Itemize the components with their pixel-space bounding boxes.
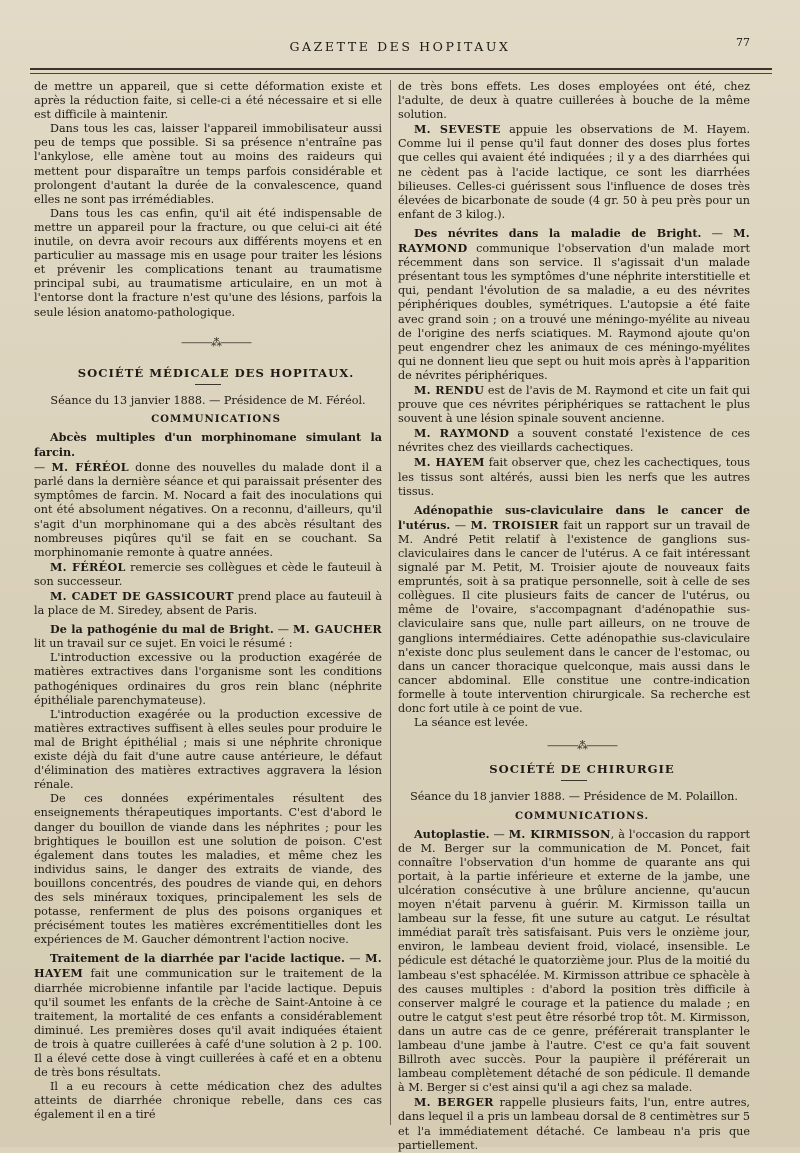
right-column xyxy=(398,80,750,1153)
paragraph: de mettre un appareil, que si cette déformation existe et après la réduction faite, si celle-ci a été nécessaire et si elle est difficile à maintenir. xyxy=(34,80,382,122)
publication-title: GAZETTE DES HOPITAUX xyxy=(289,39,511,54)
header-rule-thin xyxy=(30,73,772,74)
section-ornament: ———⁂——— xyxy=(547,739,617,753)
speaker: M. CADET DE GASSICOURT xyxy=(50,589,234,603)
paragraph: M. CADET DE GASSICOURT prend place au fauteuil à la place de M. Siredey, absent de Paris. xyxy=(34,589,382,618)
paragraph: L'introduction exagérée ou la production excessive de matières extractives suffisent à elles seules pour produire le mal de Bright épithélial ; mais si une néphrite chronique existe déjà du fait d'une autre cause antérieure, le défaut d'élimination des matières extractives aggravera la lésion rénale. xyxy=(34,707,382,792)
topic-title: Traitement de la diarrhée par l'acide lactique. xyxy=(50,951,345,966)
speaker: M. KIRMISSON xyxy=(508,826,611,841)
topic-title: Abcès multiples d'un morphinomane simulant la farcin. xyxy=(34,429,382,460)
page-number: 77 xyxy=(736,36,750,49)
speaker: M. FÉRÉOL xyxy=(51,460,129,475)
topic-title: Adénopathie sus-claviculaire dans le cancer de l'utérus. xyxy=(398,502,750,532)
page-header xyxy=(30,36,770,62)
paragraph: M. HAYEM fait observer que, chez les cachectiques, tous les tissus sont altérés, aussi bien les nerfs que les autres tissus. xyxy=(398,455,750,498)
paragraph: Il a eu recours à cette médication chez des adultes atteints de diarrhée chronique rebelle, dans ces cas également il en a tiré xyxy=(34,1080,382,1122)
session-line: Séance du 13 janvier 1888. — Présidence de M. Féréol. xyxy=(50,393,366,407)
communication-bright: De la pathogénie du mal de Bright. — M. GAUCHER lit un travail sur ce sujet. En voici le résumé : xyxy=(34,622,382,651)
paragraph: Dans tous les cas enfin, qu'il ait été indispensable de mettre un appareil pour la fracture, ou que celui-ci ait été inutile, on devra avoir recours aux différents moyens et en particulier au massage mis en usage pour traiter les lésions et prévenir les complications tenant au traumatisme principal subi, au traumatisme articulaire, en un mot à l'entorse dont la fracture n'est qu'une des lésions, parfois la seule lésion anatomo-pathologique. xyxy=(34,206,382,319)
paragraph: M. BERGER rappelle plusieurs faits, l'un, entre autres, dans lequel il a pris un lambeau dorsal de 8 centimètres sur 5 et l'a immédiatement détaché. Ce lambeau n'a pris que partiellement. xyxy=(398,1095,750,1152)
topic-title: Des névrites dans la maladie de Bright. xyxy=(414,225,702,240)
paragraph: La séance est levée. xyxy=(414,716,529,730)
communication-nevrites: Des névrites dans la maladie de Bright. — M. RAYMOND communique l'observation d'un malade mort récemment dans son service. Il s'agissait d'un malade présentant tous les symptômes d'une néphrite interstitielle et qui, pendant l'évolution de sa maladie, a eu des névrites périphériques doubles, symétriques. L'autopsie a été faite avec grand soin ; on a trouvé une méningo-myélite au niveau de l'origine des nerfs sciatiques. M. Raymond ajoute qu'on peut engendrer chez les animaux de ces méningo-myélites qui ne donnent lieu que sept ou huit mois après à l'apparition de névrites périphériques. xyxy=(398,225,750,382)
speaker: M. RAYMOND xyxy=(398,225,750,256)
topic-title: De la pathogénie du mal de Bright. xyxy=(50,622,274,637)
paragraph: M. FÉRÉOL remercie ses collègues et cède le fauteuil à son successeur. xyxy=(34,559,382,588)
society-title: SOCIÉTÉ MÉDICALE DES HOPITAUX. xyxy=(77,365,355,380)
left-column xyxy=(34,80,382,1122)
speaker: M. TROISIER xyxy=(470,517,559,532)
communication-autoplastie: Autoplastie. — M. KIRMISSON, à l'occasion du rapport de M. Berger sur la communication de M. Poncet, fait connaître l'observation d'un homme de quarante ans qui portait, à la partie inférieure et externe de la jambe, une ulcération consécutive à une brûlure ancienne, qu'aucun moyen n'était parvenu à guérir. M. Kirmisson tailla un lambeau sur la fesse, fit une suture au catgut. Le résultat immédiat paraît très satisfaisant. Puis vers le onzième jour, environ, le lambeau devient froid, violacé, insensible. Le pédicule est détaché le quatorzième jour. Plus de la moitié du lambeau s'est sphacélée. M. Kirmisson attribue ce sphacèle à des causes multiples : d'abord la position très difficile à conserver malgré le courage et la patience du malade ; en outre le catgut s'est peut être résorbé trop tôt. M. Kirmisson, dans un autre cas de ce genre, préférerait transplanter le lambeau d'une jambe à l'autre. C'est ce qu'a fait souvent Billroth avec succès. Pour la paupière il préférerait un lambeau complètement détaché de son pédicule. Il demande à M. Berger si c'est ainsi qu'il a agi chez sa malade. xyxy=(398,826,750,1095)
speaker: M. SEVESTE xyxy=(414,122,501,137)
paragraph: de très bons effets. Les doses employées ont été, chez l'adulte, de deux à quatre cuillerées à bouche de la même solution. xyxy=(398,80,750,122)
topic-title: Autoplastie. xyxy=(414,826,490,841)
paragraph: Dans tous les cas, laisser l'appareil immobilisateur aussi peu de temps que possible. Si sa présence n'entraîne pas l'ankylose, elle amène tout au moins des raideurs qui mettent pour disparaître un temps parfois considérable et prolongent d'autant la durée de la convalescence, quand elles ne sont pas irrémédiables. xyxy=(34,122,382,206)
paragraph: M. RAYMOND a souvent constaté l'existence de ces névrites chez des vieillards cachectiques. xyxy=(398,426,750,455)
header-rule-thick xyxy=(30,68,772,70)
speaker: M. FÉRÉOL xyxy=(50,559,126,574)
speaker: M. GAUCHER xyxy=(293,622,382,637)
session-line: Séance du 18 janvier 1888. — Présidence de M. Polaillon. xyxy=(410,790,738,804)
section-ornament: ———⁂——— xyxy=(181,335,251,349)
paragraph: M. SEVESTE appuie les observations de M. Hayem. Comme lui il pense qu'il faut donner des doses plus fortes que celles qui avaient été indiquées ; il y a des diarrhées qui ne cèdent pas à l'acide lactique, ce sont les diarrhées bilieuses. Celles-ci guérissent sous l'influence de doses très élevées de bicarbonate de soude (4 gr. 50 à peu près pour un enfant de 3 kilog.). xyxy=(398,122,751,221)
speaker: M. HAYEM xyxy=(34,951,383,981)
speaker: M. HAYEM xyxy=(414,455,485,470)
society-title: SOCIÉTÉ DE CHIRURGIE xyxy=(489,762,675,777)
communications-heading: COMMUNICATIONS xyxy=(151,412,281,425)
communication-diarrhee: Traitement de la diarrhée par l'acide lactique. — M. HAYEM fait une communication sur le traitement de la diarrhée microbienne infantile par l'acide lactique. Depuis qu'il soumet les enfants de la crèche de Saint-Antoine à ce traitement, la mortalité de ces enfants a considérablement diminué. Les premières doses qu'il avait indiquées étaient de trois à quatre cuillerées à café d'une solution à 2 p. 100. Il a élevé cette dose à vingt cuillerées à café et en a obtenu de très bons résultats. xyxy=(34,951,383,1080)
speaker: M. RENDU xyxy=(414,382,485,397)
paragraph: M. RENDU est de l'avis de M. Raymond et cite un fait qui prouve que ces névrites périphériques se rattachent le plus souvent à une lésion spinale souvent ancienne. xyxy=(398,382,750,426)
paragraph: De ces données expérimentales résultent des enseignements thérapeutiques importants. C'est d'abord le danger du bouillon de viande dans les néphrites ; pour les brightiques le bouillon est une solution de poison. C'est également dans toutes les maladies, et même chez les individus sains, le danger des extraits de viande, des bouillons concentrés, des poudres de viande qui, en dehors des sels minéraux toxiques, principalement les sels de potasse, renferment de plus des poisons organiques et précisément toutes les matières excrémentitielles dont les expériences de M. Gaucher démontrent l'action nocive. xyxy=(34,792,382,947)
communication-adenopathie: Adénopathie sus-claviculaire dans le cancer de l'utérus. — M. TROISIER fait un rapport sur un travail de M. André Petit relatif à l'existence de ganglions sus-claviculaires dans le cancer de l'utérus. A ce fait intéressant signalé par M. Petit, M. Troisier ajoute de nouveaux faits empruntés, soit à sa pratique personnelle, soit à celle de ses collègues. Il cite plusieurs faits de cancer de l'utérus, ou même de l'ovaire, s'accompagnant d'adénopathie sus-claviculaire sans que, nulle part ailleurs, on ne trouve de ganglions intermédiaires. Cette adénopathie sus-claviculaire n'existe donc plus seulement dans le cancer de l'estomac, ou dans un cancer thoracique quelconque, mais aussi dans le cancer abdominal. Elle constitue une contre-indication formelle à toute intervention chirurgicale. Sa recherche est donc fort utile à ce point de vue. xyxy=(398,502,750,716)
column-divider xyxy=(390,80,391,1125)
communication-abces: Abcès multiples d'un morphinomane simulant la farcin. — M. FÉRÉOL donne des nouvelles du malade dont il a parlé dans la dernière séance et qui paraissait présenter des symptômes de farcin. M. Nocard a fait des inoculations qui ont été absolument négatives. On a reconnu, d'ailleurs, qu'il s'agit d'un morphinomane qui a des abcès résultant des nombreuses piqûres qu'il se fait en se couchant. Sa morphinomanie remonte à quatre années. xyxy=(34,429,382,559)
communications-heading: COMMUNICATIONS. xyxy=(514,809,650,822)
speaker: M. RAYMOND xyxy=(414,426,510,441)
paragraph: L'introduction excessive ou la production exagérée de matières extractives dans l'organisme sont les conditions pathogéniques ordinaires du gros rein blanc (néphrite épithéliale parenchymateuse). xyxy=(34,651,382,707)
speaker: M. BERGER xyxy=(414,1095,494,1110)
